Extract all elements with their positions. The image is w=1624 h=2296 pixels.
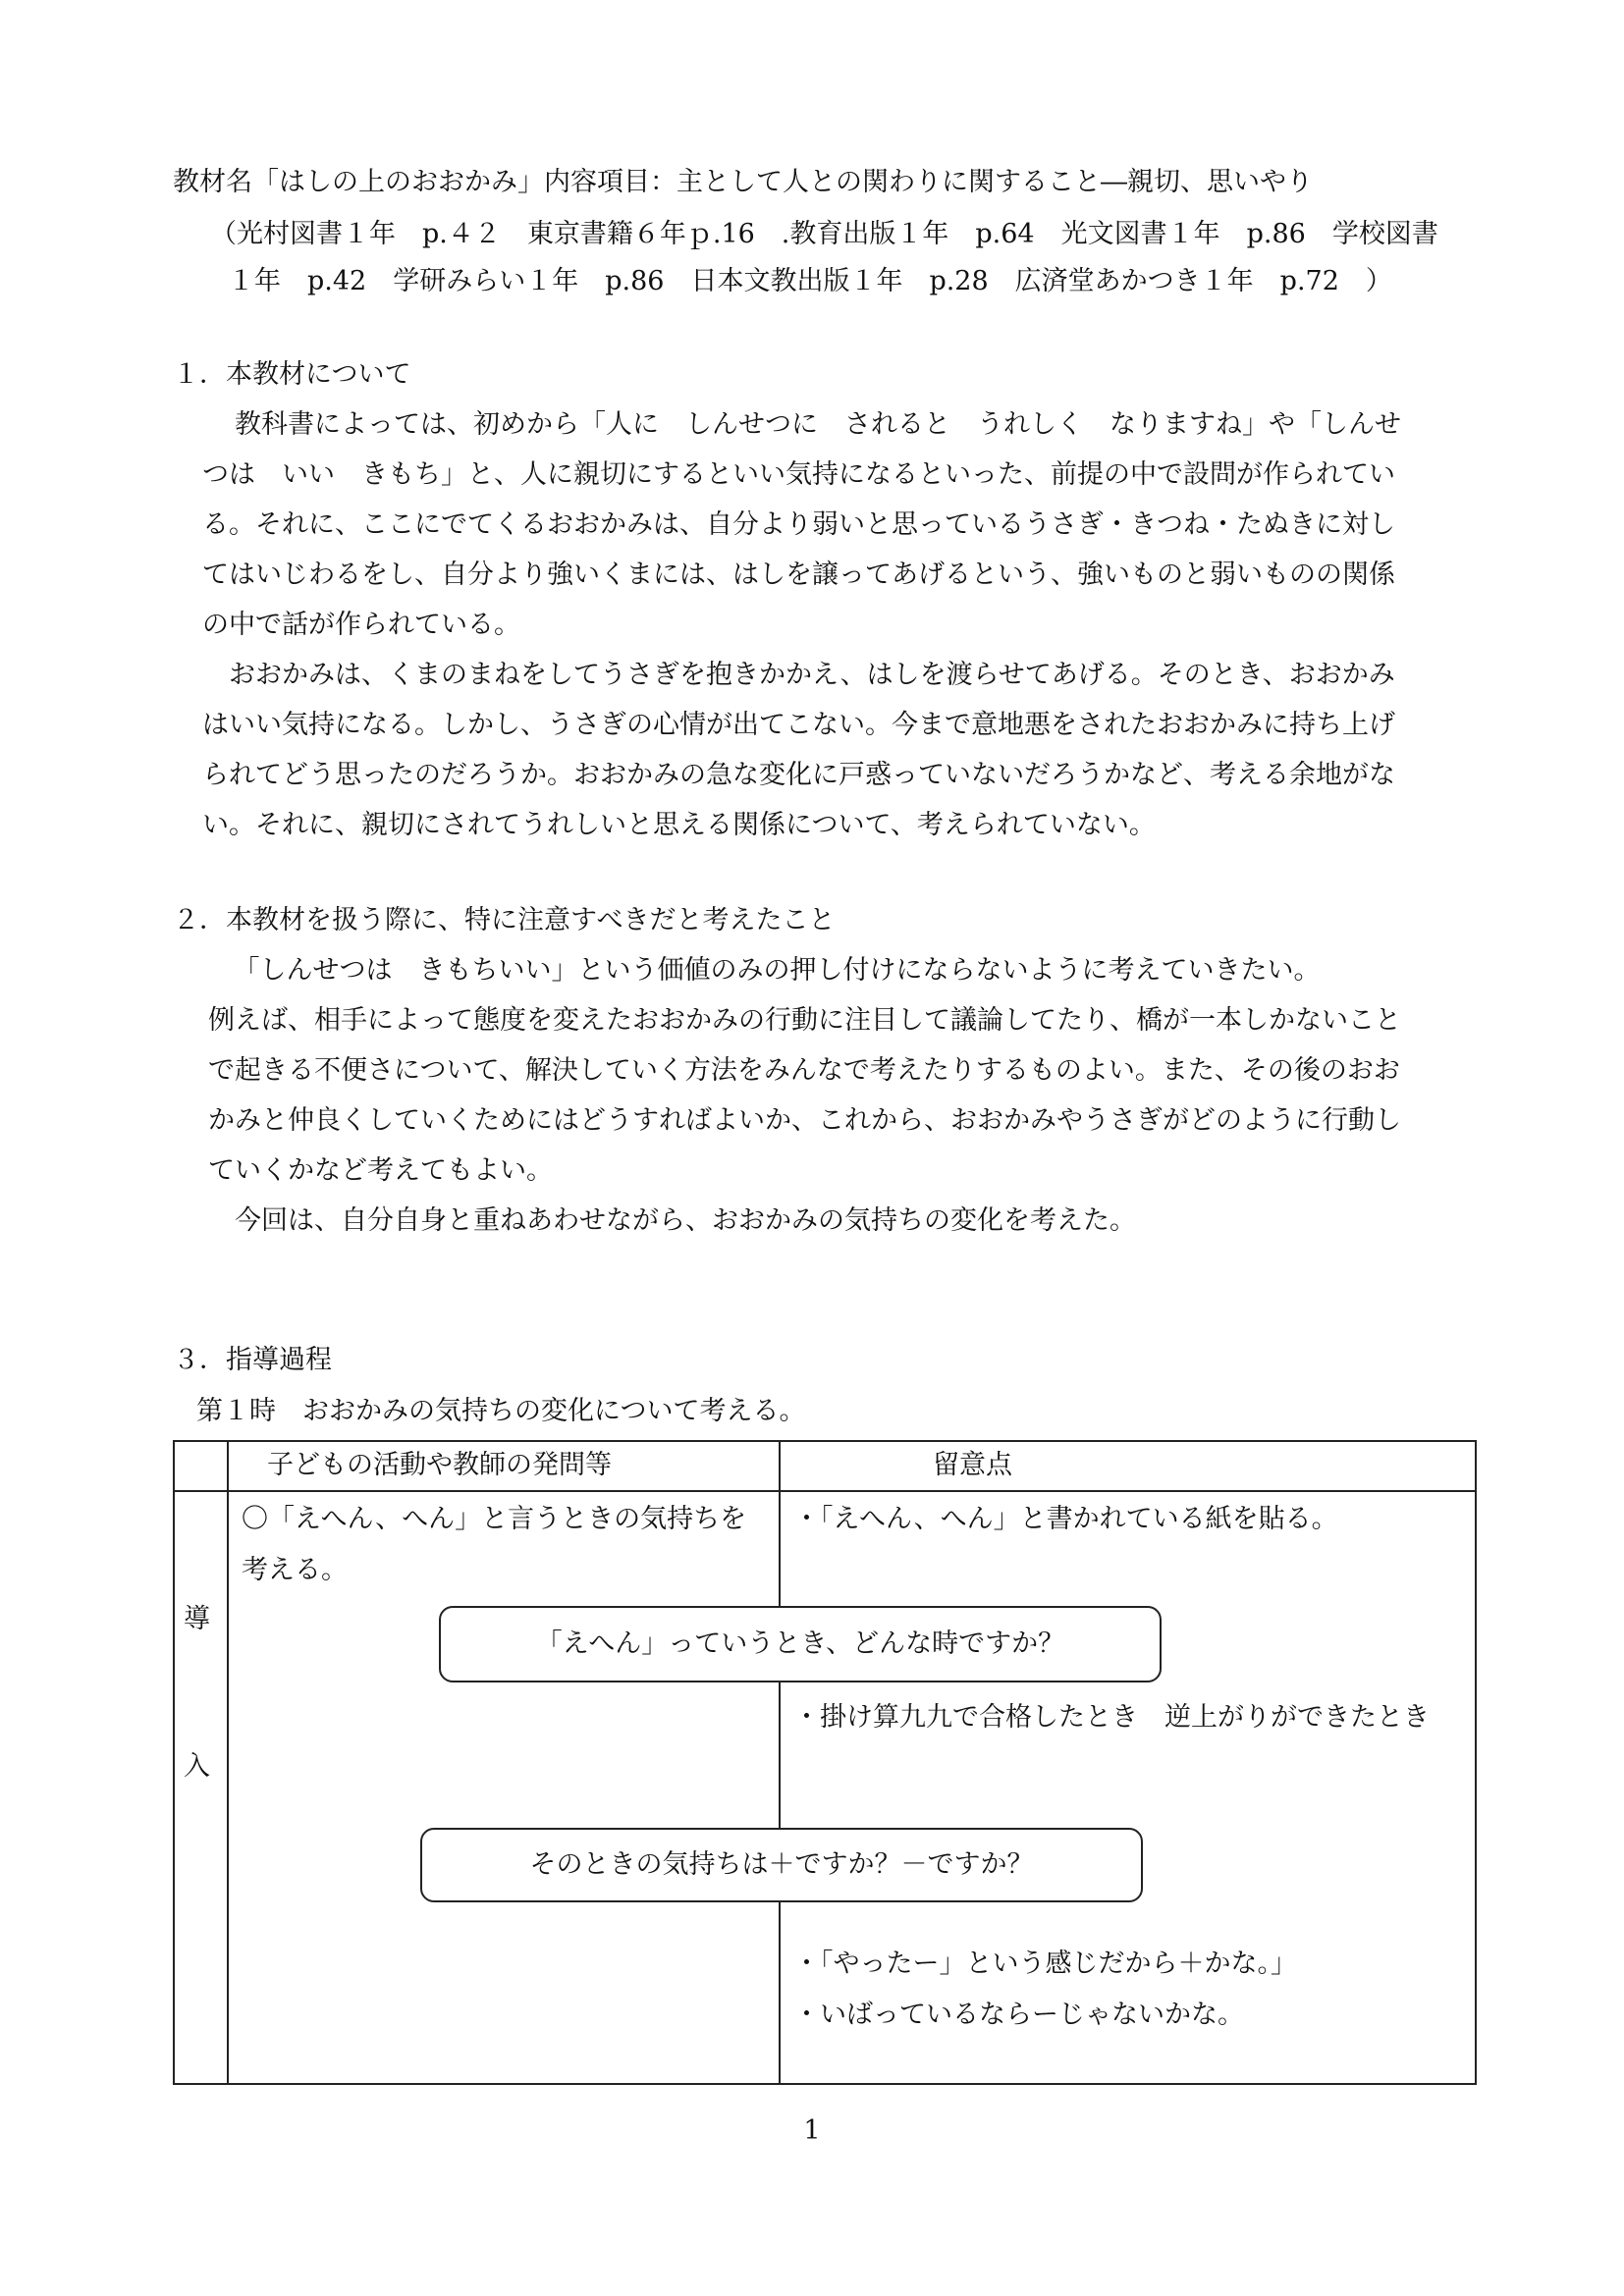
material-title: 教材名「はしの上のおおかみ」内容項目：主として人との関わりに関すること―親切、思いやり: [173, 167, 1313, 197]
section3-heading: ３．指導過程: [173, 1345, 332, 1375]
section1-line: る。それに、ここにでてくるおおかみは、自分より弱いと思っているうさぎ・きつね・たぬきに対し: [202, 509, 1395, 540]
note-item: ・掛け算九九で合格したとき 逆上がりができたとき: [793, 1702, 1430, 1733]
note-item: ・「やったー」という感じだから＋かな。」: [793, 1949, 1297, 1979]
section3-subheading: 第１時 おおかみの気持ちの変化について考える。: [196, 1396, 806, 1426]
section2-line: 今回は、自分自身と重ねあわせながら、おおかみの気持ちの変化を考えた。: [208, 1205, 1136, 1236]
table-col-divider-header: [779, 1440, 781, 1491]
textbook-list-line1: （光村図書１年 p.４２ 東京書籍６年ｐ.16 .教育出版１年 p.64 光文図書１年 p.86 学校図書: [210, 219, 1438, 249]
section2-line: 例えば、相手によって態度を変えたおおかみの行動に注目して議論してたり、橋が一本しかないこと: [208, 1005, 1401, 1036]
section1-line: てはいじわるをし、自分より強いくまには、はしを譲ってあげるという、強いものと弱いものの関係: [202, 560, 1395, 590]
column-header-activity: 子どもの活動や教師の発問等: [267, 1450, 612, 1480]
section1-line: おおかみは、くまのまねをしてうさぎを抱きかかえ、はしを渡らせてあげる。そのとき、おおかみ: [202, 660, 1395, 690]
section1-line: はいい気持になる。しかし、うさぎの心情が出てこない。今まで意地悪をされたおおかみに持ち上げ: [202, 710, 1395, 740]
question-bubble-text: そのときの気持ちは＋ですか？－ですか？: [529, 1849, 1034, 1880]
column-header-notes: 留意点: [933, 1450, 1012, 1480]
table-col-divider: [779, 1682, 781, 1828]
textbook-list-line2: １年 p.42 学研みらい１年 p.86 日本文教出版１年 p.28 広済堂あかつき１年 p.72 ）: [228, 266, 1392, 296]
section1-line: い。それに、親切にされてうれしいと思える関係について、考えられていない。: [202, 810, 1156, 840]
table-col-divider: [779, 1490, 781, 1606]
section2-heading: ２．本教材を扱う際に、特に注意すべきだと考えたこと: [173, 905, 836, 935]
question-bubble-text: 「えへん」っていうとき、どんな時ですか？: [535, 1629, 1065, 1659]
note-item: ・「えへん、へん」と書かれている紙を貼る。: [793, 1504, 1338, 1534]
section2-line: かみと仲良くしていくためにはどうすればよいか、これから、おおかみやうさぎがどのように行動し: [208, 1105, 1401, 1136]
table-header-divider: [173, 1490, 1477, 1492]
section2-line: で起きる不便さについて、解決していく方法をみんなで考えたりするものよい。また、その後のおお: [208, 1055, 1400, 1086]
section1-heading: １．本教材について: [173, 359, 411, 390]
stage-label-char: 導: [184, 1604, 210, 1634]
stage-label-char: 入: [184, 1751, 210, 1782]
section1-line: 教科書によっては、初めから「人に しんせつに されると うれしく なりますね」や「しんせ: [208, 409, 1401, 440]
table-stage-divider: [227, 1440, 229, 2085]
section1-line: の中で話が作られている。: [202, 610, 520, 640]
section2-line: 「しんせつは きもちいい」という価値のみの押し付けにならないように考えていきたい。: [220, 955, 1321, 986]
question-bubble: [439, 1606, 1162, 1682]
question-bubble: [420, 1828, 1143, 1902]
note-item: ・いばっているならーじゃないかな。: [793, 2000, 1244, 2030]
section2-line: ていくかなど考えてもよい。: [208, 1155, 553, 1186]
section1-line: られてどう思ったのだろうか。おおかみの急な変化に戸惑っていないだろうかなど、考える余地がな: [202, 760, 1395, 790]
activity-line: 〇「えへん、へん」と言うときの気持ちを: [242, 1504, 747, 1534]
table-col-divider: [779, 1902, 781, 2085]
page-number: 1: [803, 2115, 821, 2146]
section1-line: つは いい きもち」と、人に親切にするといい気持になるといった、前提の中で設問が作られてい: [202, 459, 1395, 490]
activity-line: 考える。: [242, 1555, 348, 1585]
